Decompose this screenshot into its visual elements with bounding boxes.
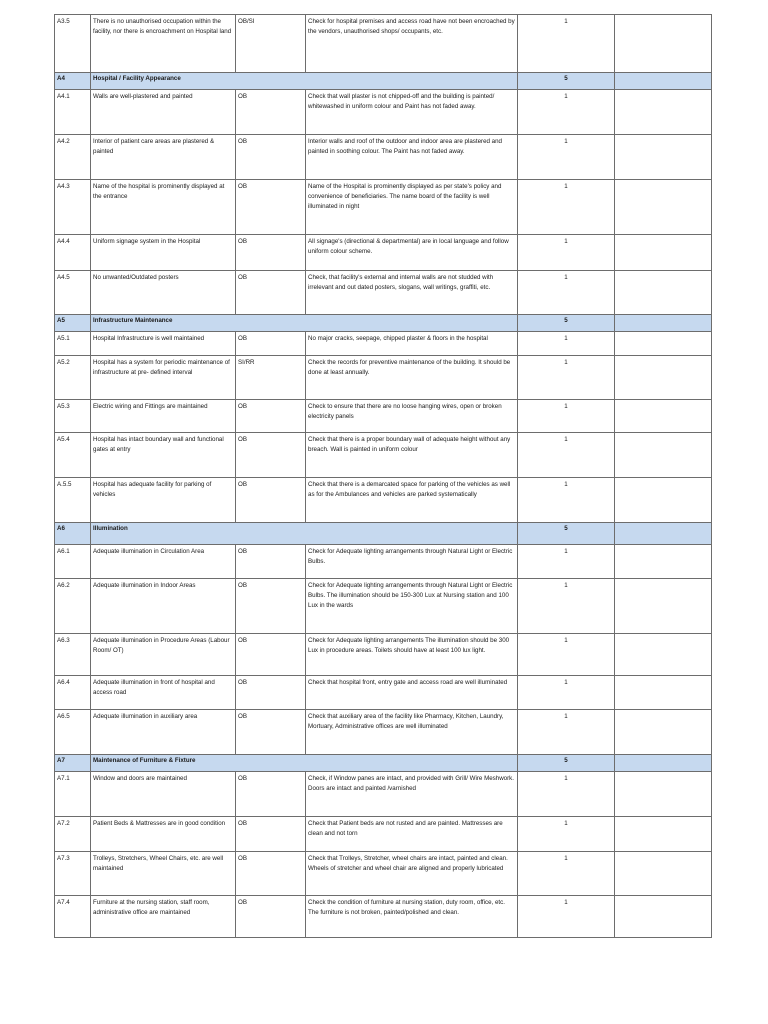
score-cell: 1 [518, 135, 615, 180]
means-cell: Check that Patient beds are not rusted and are painted. Mattresses are clean and not torn [306, 817, 518, 852]
checkpoint-row [55, 852, 712, 896]
ref-cell: A4.1 [55, 90, 91, 135]
remarks-cell [615, 180, 712, 235]
section-ref: A5 [55, 315, 91, 332]
checkpoint-row [55, 400, 712, 433]
section-ref: A4 [55, 73, 91, 90]
means-cell: Check that there is a demarcated space for parking of the vehicles as well as for the Ambulances and vehicles are parked systematically [306, 478, 518, 523]
method-cell: OB [236, 634, 306, 676]
means-cell: Check for Adequate lighting arrangements through Natural Light or Electric Bulbs. [306, 545, 518, 579]
remarks-cell [615, 15, 712, 73]
means-cell: All signage's (directional & departmental) are in local language and follow uniform colour scheme. [306, 235, 518, 271]
means-cell: Check that Trolleys, Stretcher, wheel chairs are intact, painted and clean. Wheels of stretcher and wheel chair are aligned and properly lubricated [306, 852, 518, 896]
score-cell: 1 [518, 676, 615, 710]
section-row [55, 755, 712, 772]
standard-cell: Hospital has adequate facility for parking of vehicles [91, 478, 236, 523]
checkpoint-row [55, 90, 712, 135]
ref-cell: A4.3 [55, 180, 91, 235]
section-row [55, 315, 712, 332]
standard-cell: Interior of patient care areas are plastered & painted [91, 135, 236, 180]
checkpoint-row [55, 579, 712, 634]
checkpoint-row [55, 817, 712, 852]
section-score: 5 [518, 523, 615, 545]
section-row [55, 73, 712, 90]
checkpoint-row [55, 356, 712, 400]
means-cell: Check for Adequate lighting arrangements through Natural Light or Electric Bulbs. The illumination should be 150-300 Lux at Nursing station and 100 Lux in the wards [306, 579, 518, 634]
section-score: 5 [518, 755, 615, 772]
ref-cell: A6.2 [55, 579, 91, 634]
means-cell: Check the records for preventive maintenance of the building. It should be done at least annually. [306, 356, 518, 400]
ref-cell: A4.2 [55, 135, 91, 180]
remarks-cell [615, 634, 712, 676]
method-cell: OB [236, 676, 306, 710]
section-row [55, 523, 712, 545]
standard-cell: No unwanted/Outdated posters [91, 271, 236, 315]
score-cell: 1 [518, 356, 615, 400]
score-cell: 1 [518, 634, 615, 676]
score-cell: 1 [518, 817, 615, 852]
section-ref: A7 [55, 755, 91, 772]
checkpoint-row [55, 433, 712, 478]
remarks-cell [615, 523, 712, 545]
remarks-cell [615, 852, 712, 896]
remarks-cell [615, 896, 712, 938]
means-cell: Check the condition of furniture at nursing station, duty room, office, etc. The furniture is not broken, painted/polished and clean. [306, 896, 518, 938]
method-cell: OB [236, 545, 306, 579]
ref-cell: A.5.5 [55, 478, 91, 523]
method-cell: OB [236, 772, 306, 817]
score-cell: 1 [518, 332, 615, 356]
checkpoint-row [55, 478, 712, 523]
remarks-cell [615, 545, 712, 579]
ref-cell: A6.5 [55, 710, 91, 755]
remarks-cell [615, 90, 712, 135]
standard-cell: Hospital Infrastructure is well maintained [91, 332, 236, 356]
ref-cell: A7.2 [55, 817, 91, 852]
remarks-cell [615, 332, 712, 356]
section-score: 5 [518, 315, 615, 332]
score-cell: 1 [518, 772, 615, 817]
ref-cell: A4.5 [55, 271, 91, 315]
standard-cell: Hospital has a system for periodic maintenance of infrastructure at pre- defined interval [91, 356, 236, 400]
section-ref: A6 [55, 523, 91, 545]
section-score: 5 [518, 73, 615, 90]
standard-cell: Hospital has intact boundary wall and functional gates at entry [91, 433, 236, 478]
score-cell: 1 [518, 433, 615, 478]
remarks-cell [615, 676, 712, 710]
ref-cell: A7.1 [55, 772, 91, 817]
score-cell: 1 [518, 896, 615, 938]
remarks-cell [615, 356, 712, 400]
checklist-body [55, 15, 712, 938]
remarks-cell [615, 817, 712, 852]
remarks-cell [615, 315, 712, 332]
means-cell: Check that wall plaster is not chipped-off and the building is painted/ whitewashed in uniform colour and Paint has not faded away. [306, 90, 518, 135]
method-cell: OB [236, 332, 306, 356]
checkpoint-row [55, 15, 712, 73]
standard-cell: There is no unauthorised occupation within the facility, nor there is encroachment on Hospital land [91, 15, 236, 73]
section-title: Maintenance of Furniture & Fixture [91, 755, 518, 772]
ref-cell: A6.1 [55, 545, 91, 579]
method-cell: OB [236, 180, 306, 235]
means-cell: Check for Adequate lighting arrangements The illumination should be 300 Lux in procedure areas. Toilets should have at least 100 lux light. [306, 634, 518, 676]
means-cell: Check that hospital front, entry gate and access road are well illuminated [306, 676, 518, 710]
score-cell: 1 [518, 710, 615, 755]
means-cell: Check that auxiliary area of the facility like Pharmacy, Kitchen, Laundry, Mortuary, Administrative offices are well illuminated [306, 710, 518, 755]
method-cell: OB [236, 271, 306, 315]
section-title: Hospital / Facility Appearance [91, 73, 518, 90]
checkpoint-row [55, 332, 712, 356]
standard-cell: Furniture at the nursing station, staff room, administrative office are maintained [91, 896, 236, 938]
method-cell: OB [236, 235, 306, 271]
method-cell: OB [236, 710, 306, 755]
ref-cell: A6.3 [55, 634, 91, 676]
checkpoint-row [55, 634, 712, 676]
method-cell: OB [236, 400, 306, 433]
ref-cell: A3.5 [55, 15, 91, 73]
score-cell: 1 [518, 90, 615, 135]
remarks-cell [615, 478, 712, 523]
remarks-cell [615, 135, 712, 180]
means-cell: Name of the Hospital is prominently displayed as per state's policy and convenience of beneficiaries. The name board of the facility is well illuminated in night [306, 180, 518, 235]
checkpoint-row [55, 271, 712, 315]
standard-cell: Name of the hospital is prominently displayed at the entrance [91, 180, 236, 235]
means-cell: Check for hospital premises and access road have not been encroached by the vendors, unauthorised shops/ occupants, etc. [306, 15, 518, 73]
score-cell: 1 [518, 852, 615, 896]
means-cell: No major cracks, seepage, chipped plaster & floors in the hospital [306, 332, 518, 356]
means-cell: Check, if Window panes are intact, and provided with Grill/ Wire Meshwork. Doors are intact and painted /varnished [306, 772, 518, 817]
means-cell: Interior walls and roof of the outdoor and indoor area are plastered and painted in soothing colour. The Paint has not faded away. [306, 135, 518, 180]
ref-cell: A5.2 [55, 356, 91, 400]
method-cell: OB [236, 478, 306, 523]
standard-cell: Adequate illumination in auxiliary area [91, 710, 236, 755]
ref-cell: A5.3 [55, 400, 91, 433]
ref-cell: A6.4 [55, 676, 91, 710]
standard-cell: Patient Beds & Mattresses are in good condition [91, 817, 236, 852]
remarks-cell [615, 772, 712, 817]
checkpoint-row [55, 180, 712, 235]
method-cell: OB [236, 579, 306, 634]
checklist-table [54, 14, 712, 938]
method-cell: SI/RR [236, 356, 306, 400]
means-cell: Check, that facility's external and internal walls are not studded with irrelevant and out dated posters, slogans, wall writings, graffiti, etc. [306, 271, 518, 315]
remarks-cell [615, 755, 712, 772]
score-cell: 1 [518, 15, 615, 73]
score-cell: 1 [518, 235, 615, 271]
method-cell: OB [236, 852, 306, 896]
ref-cell: A7.3 [55, 852, 91, 896]
standard-cell: Electric wiring and Fittings are maintained [91, 400, 236, 433]
score-cell: 1 [518, 579, 615, 634]
checkpoint-row [55, 710, 712, 755]
ref-cell: A5.1 [55, 332, 91, 356]
remarks-cell [615, 73, 712, 90]
remarks-cell [615, 235, 712, 271]
ref-cell: A4.4 [55, 235, 91, 271]
section-title: Infrastructure Maintenance [91, 315, 518, 332]
ref-cell: A7.4 [55, 896, 91, 938]
standard-cell: Adequate illumination in Indoor Areas [91, 579, 236, 634]
remarks-cell [615, 271, 712, 315]
standard-cell: Adequate illumination in Procedure Areas (Labour Room/ OT) [91, 634, 236, 676]
remarks-cell [615, 579, 712, 634]
ref-cell: A5.4 [55, 433, 91, 478]
score-cell: 1 [518, 478, 615, 523]
means-cell: Check to ensure that there are no loose hanging wires, open or broken electricity panels [306, 400, 518, 433]
means-cell: Check that there is a proper boundary wall of adequate height without any breach. Wall is painted in uniform colour [306, 433, 518, 478]
method-cell: OB [236, 896, 306, 938]
method-cell: OB [236, 817, 306, 852]
checkpoint-row [55, 772, 712, 817]
checkpoint-row [55, 896, 712, 938]
standard-cell: Uniform signage system in the Hospital [91, 235, 236, 271]
checkpoint-row [55, 135, 712, 180]
score-cell: 1 [518, 180, 615, 235]
method-cell: OB [236, 135, 306, 180]
method-cell: OB/SI [236, 15, 306, 73]
remarks-cell [615, 433, 712, 478]
standard-cell: Adequate illumination in front of hospital and access road [91, 676, 236, 710]
checkpoint-row [55, 235, 712, 271]
checkpoint-row [55, 545, 712, 579]
method-cell: OB [236, 433, 306, 478]
section-title: Illumination [91, 523, 518, 545]
checkpoint-row [55, 676, 712, 710]
method-cell: OB [236, 90, 306, 135]
score-cell: 1 [518, 400, 615, 433]
standard-cell: Adequate illumination in Circulation Area [91, 545, 236, 579]
score-cell: 1 [518, 271, 615, 315]
standard-cell: Walls are well-plastered and painted [91, 90, 236, 135]
remarks-cell [615, 400, 712, 433]
standard-cell: Trolleys, Stretchers, Wheel Chairs, etc. are well maintained [91, 852, 236, 896]
standard-cell: Window and doors are maintained [91, 772, 236, 817]
remarks-cell [615, 710, 712, 755]
score-cell: 1 [518, 545, 615, 579]
